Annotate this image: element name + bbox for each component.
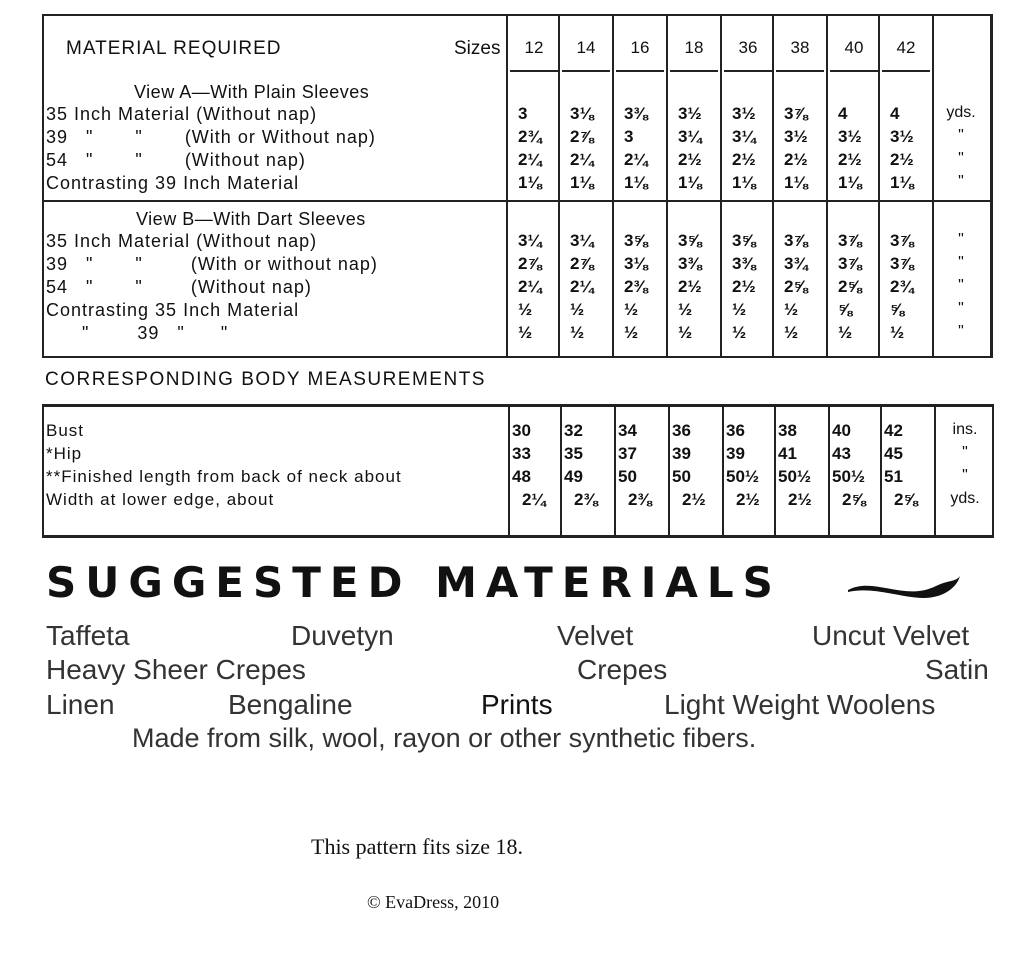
sizes-label: Sizes	[454, 38, 501, 59]
yardage-cell: 4	[890, 104, 900, 123]
measurement-cell: 50½	[832, 467, 866, 486]
material-satin: Satin	[925, 654, 989, 685]
material-row-label: 35 Inch Material (Without nap)	[46, 231, 318, 251]
yardage-cell: 1⅛	[624, 173, 648, 192]
yardage-cell: ½	[784, 300, 799, 319]
yardage-cell: 2⅞	[570, 127, 594, 146]
measurement-cell: 35	[564, 444, 583, 463]
material-row-label: 39 " " (With or without nap)	[46, 254, 378, 274]
measurement-cell: 2½	[736, 490, 760, 509]
measurement-cell: 2¼	[522, 490, 546, 509]
measurement-cell: 50	[672, 467, 691, 486]
yardage-cell: 3¾	[784, 254, 808, 273]
yardage-cell: 3½	[890, 127, 914, 146]
unit-cell: "	[958, 173, 964, 190]
size-underline	[776, 70, 824, 72]
yardage-cell: 2½	[678, 277, 702, 296]
material-crepes: Crepes	[577, 654, 668, 685]
measurement-cell: 2⅜	[628, 490, 652, 509]
yardage-cell: 3	[518, 104, 528, 123]
column-divider	[828, 407, 830, 535]
yardage-cell: 3⅞	[890, 254, 914, 273]
yardage-cell: 3⅝	[624, 231, 648, 250]
suggested-materials-title: SUGGESTED MATERIALS	[46, 558, 782, 607]
unit-cell: "	[962, 444, 968, 461]
size-header: 36	[738, 38, 758, 57]
material-row-label: Contrasting 39 Inch Material	[46, 173, 300, 193]
yardage-cell: 3⅞	[838, 231, 862, 250]
column-divider	[506, 16, 508, 356]
unit-cell: "	[958, 254, 964, 271]
yardage-cell: 2¾	[518, 127, 542, 146]
yardage-cell: 4	[838, 104, 848, 123]
material-uncut-velvet: Uncut Velvet	[812, 620, 970, 651]
measurement-cell: 41	[778, 444, 797, 463]
yardage-cell: 3⅛	[624, 254, 648, 273]
measurement-row-label: Bust	[46, 421, 85, 440]
size-underline	[616, 70, 664, 72]
size-header: 40	[844, 38, 864, 57]
size-underline	[724, 70, 772, 72]
yardage-cell: 3⅝	[678, 231, 702, 250]
yardage-cell: 3⅞	[784, 231, 808, 250]
measurement-cell: 2⅝	[842, 490, 866, 509]
yardage-cell: 3⅜	[678, 254, 702, 273]
yardage-cell: 3⅝	[732, 231, 756, 250]
material-row-label: 39 " " (With or Without nap)	[46, 127, 376, 147]
material-row-label: 54 " " (Without nap)	[46, 277, 312, 297]
yardage-cell: 2½	[732, 277, 756, 296]
yardage-cell: ½	[838, 323, 853, 342]
column-divider	[614, 407, 616, 535]
yardage-cell: 2¾	[890, 277, 914, 296]
size-underline	[562, 70, 610, 72]
measurement-cell: 34	[618, 421, 637, 440]
measurement-cell: 33	[512, 444, 531, 463]
yardage-cell: 1⅛	[678, 173, 702, 192]
yardage-cell: ½	[518, 323, 533, 342]
body-measurements-heading: CORRESPONDING BODY MEASUREMENTS	[45, 369, 486, 390]
unit-cell: "	[958, 150, 964, 167]
measurement-cell: 45	[884, 444, 903, 463]
yardage-cell: 3¼	[570, 231, 594, 250]
unit-cell: "	[958, 323, 964, 340]
body-measurements-table	[42, 404, 994, 538]
measurement-row-label: Width at lower edge, about	[46, 490, 275, 509]
yardage-cell: 3⅛	[570, 104, 594, 123]
size-header: 16	[630, 38, 650, 57]
yardage-cell: 2½	[838, 150, 862, 169]
yardage-cell: ½	[518, 300, 533, 319]
measurement-cell: 2⅜	[574, 490, 598, 509]
measurement-cell: 40	[832, 421, 851, 440]
unit-cell: "	[958, 231, 964, 248]
column-divider	[880, 407, 882, 535]
measurement-cell: 36	[672, 421, 691, 440]
yardage-cell: 1⅛	[570, 173, 594, 192]
yardage-cell: ½	[678, 300, 693, 319]
size-header: 14	[576, 38, 596, 57]
material-duvetyn: Duvetyn	[291, 620, 394, 651]
yardage-cell: 2¼	[518, 277, 542, 296]
measurement-cell: 37	[618, 444, 637, 463]
unit-cell: ins.	[952, 421, 978, 438]
yardage-cell: 3⅞	[838, 254, 862, 273]
yardage-cell: 1⅛	[890, 173, 914, 192]
size-header: 12	[524, 38, 544, 57]
measurement-cell: 2½	[682, 490, 706, 509]
unit-cell: "	[958, 300, 964, 317]
yardage-cell: 2⅜	[624, 277, 648, 296]
yardage-cell: ½	[570, 323, 585, 342]
material-velvet: Velvet	[557, 620, 634, 651]
material-heavy-sheer-crepes: Heavy Sheer Crepes	[46, 654, 306, 685]
material-linen: Linen	[46, 689, 115, 720]
yardage-cell: ½	[784, 323, 799, 342]
yardage-cell: ⅝	[890, 300, 905, 319]
unit-cell: "	[958, 277, 964, 294]
measurement-cell: 48	[512, 467, 531, 486]
view-a-heading: View A—With Plain Sleeves	[134, 82, 370, 102]
unit-cell: yds.	[946, 104, 976, 121]
yardage-cell: 3½	[678, 104, 702, 123]
material-required-table	[42, 14, 993, 358]
size-underline	[830, 70, 878, 72]
column-divider	[560, 407, 562, 535]
yardage-cell: 3¼	[518, 231, 542, 250]
yardage-cell: ½	[570, 300, 585, 319]
measurement-row-label: *Hip	[46, 444, 83, 463]
yardage-cell: 2½	[890, 150, 914, 169]
measurement-cell: 51	[884, 467, 903, 486]
measurement-cell: 42	[884, 421, 903, 440]
yardage-cell: 2⅞	[518, 254, 542, 273]
column-divider	[508, 407, 510, 535]
measurement-cell: 38	[778, 421, 797, 440]
fits-size-note: This pattern fits size 18.	[311, 834, 524, 859]
column-divider	[722, 407, 724, 535]
unit-cell: yds.	[950, 490, 980, 507]
copyright: © EvaDress, 2010	[367, 892, 500, 912]
yardage-cell: 1⅛	[518, 173, 542, 192]
yardage-cell: 3¼	[678, 127, 702, 146]
size-underline	[882, 70, 930, 72]
material-row-label: 54 " " (Without nap)	[46, 150, 306, 170]
material-row-label: Contrasting 35 Inch Material	[46, 300, 300, 320]
yardage-cell: 2¼	[570, 150, 594, 169]
yardage-cell: ½	[890, 323, 905, 342]
yardage-cell: 2¼	[570, 277, 594, 296]
measurement-cell: 2½	[788, 490, 812, 509]
material-prints: Prints	[481, 689, 553, 720]
fiber-note: Made from silk, wool, rayon or other synthetic fibers.	[132, 723, 757, 753]
section-divider	[44, 200, 990, 202]
yardage-cell: 2¼	[624, 150, 648, 169]
measurement-cell: 50½	[778, 467, 812, 486]
material-light-weight-woolens: Light Weight Woolens	[664, 689, 936, 720]
size-header: 18	[684, 38, 704, 57]
unit-cell: "	[962, 467, 968, 484]
yardage-cell: ½	[678, 323, 693, 342]
unit-cell: "	[958, 127, 964, 144]
yardage-cell: 3⅜	[732, 254, 756, 273]
measurement-cell: 39	[726, 444, 745, 463]
size-header: 42	[896, 38, 916, 57]
yardage-cell: 3	[624, 127, 634, 146]
yardage-cell: 3⅜	[624, 104, 648, 123]
material-row-label: " 39 " "	[46, 323, 229, 343]
measurement-cell: 32	[564, 421, 583, 440]
size-underline	[510, 70, 558, 72]
yardage-cell: ½	[624, 300, 639, 319]
yardage-cell: 2⅞	[570, 254, 594, 273]
view-b-heading: View B—With Dart Sleeves	[136, 209, 366, 229]
yardage-cell: ⅝	[838, 300, 853, 319]
column-divider	[934, 407, 936, 535]
yardage-cell: 1⅛	[838, 173, 862, 192]
yardage-cell: 1⅛	[784, 173, 808, 192]
size-header: 38	[790, 38, 810, 57]
measurement-row-label: **Finished length from back of neck about	[46, 467, 402, 486]
material-bengaline: Bengaline	[228, 689, 353, 720]
material-row-label: 35 Inch Material (Without nap)	[46, 104, 318, 124]
column-divider	[774, 407, 776, 535]
measurement-cell: 50	[618, 467, 637, 486]
yardage-cell: 3½	[732, 104, 756, 123]
yardage-cell: 2⅝	[838, 277, 862, 296]
size-underline	[670, 70, 718, 72]
yardage-cell: 2½	[678, 150, 702, 169]
yardage-cell: 2½	[784, 150, 808, 169]
column-divider	[668, 407, 670, 535]
yardage-cell: 1⅛	[732, 173, 756, 192]
measurement-cell: 43	[832, 444, 851, 463]
measurement-cell: 36	[726, 421, 745, 440]
swash-ornament-icon	[844, 568, 964, 608]
yardage-cell: 2¼	[518, 150, 542, 169]
yardage-cell: 3¼	[732, 127, 756, 146]
yardage-cell: 3⅞	[890, 231, 914, 250]
measurement-cell: 2⅝	[894, 490, 918, 509]
measurement-cell: 39	[672, 444, 691, 463]
yardage-cell: 2½	[732, 150, 756, 169]
yardage-cell: 3½	[784, 127, 808, 146]
yardage-cell: ½	[732, 323, 747, 342]
yardage-cell: 3½	[838, 127, 862, 146]
yardage-cell: ½	[624, 323, 639, 342]
material-required-title: MATERIAL REQUIRED	[66, 38, 282, 59]
measurement-cell: 49	[564, 467, 583, 486]
yardage-cell: 2⅝	[784, 277, 808, 296]
measurement-cell: 30	[512, 421, 531, 440]
material-taffeta: Taffeta	[46, 620, 130, 651]
yardage-cell: ½	[732, 300, 747, 319]
yardage-cell: 3⅞	[784, 104, 808, 123]
measurement-cell: 50½	[726, 467, 760, 486]
